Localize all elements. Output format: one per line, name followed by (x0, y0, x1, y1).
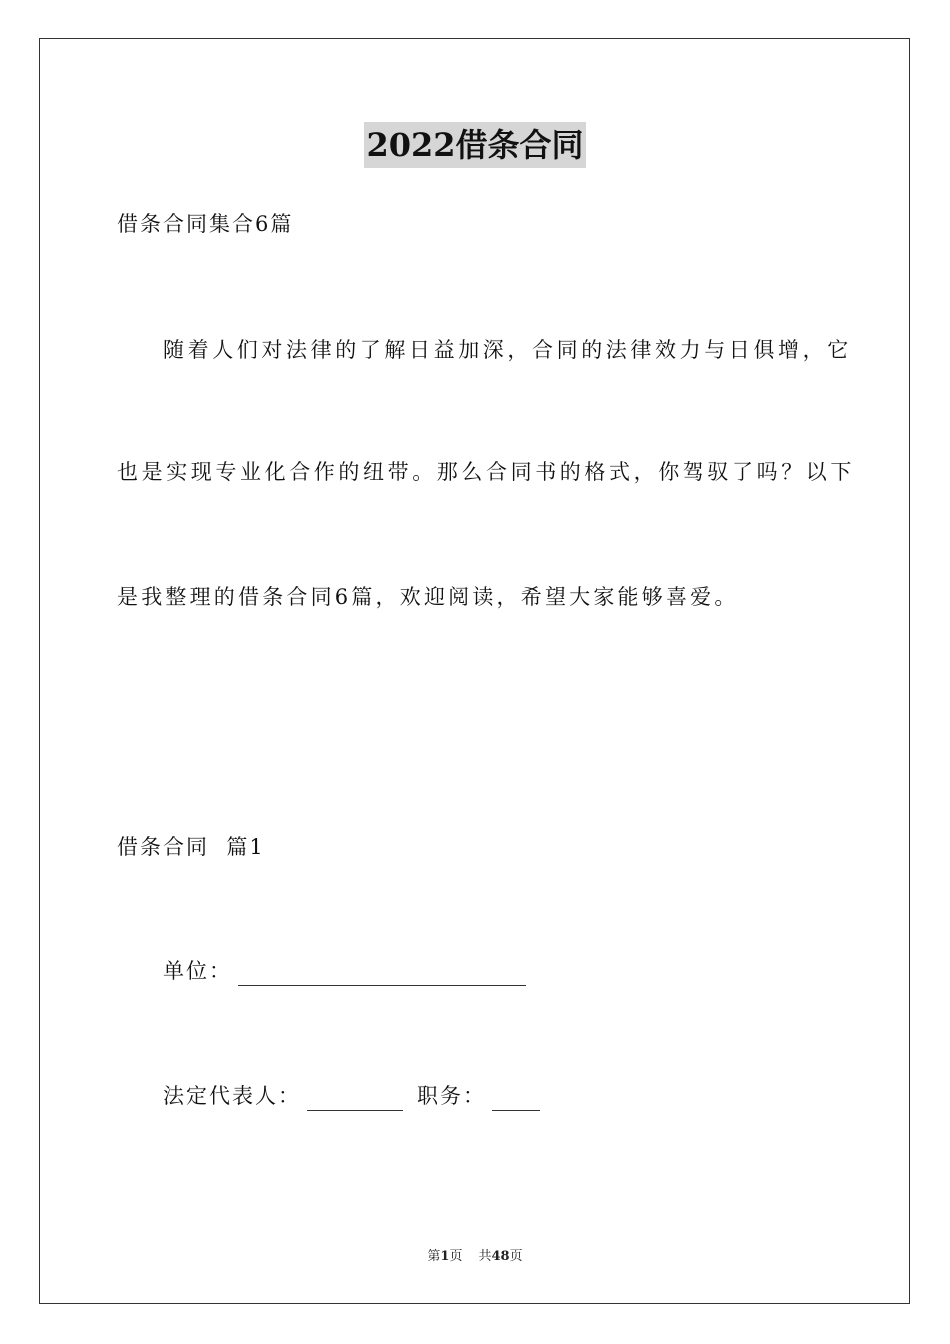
footer-page-suffix: 页 (449, 1249, 463, 1264)
document-subtitle: 借条合同集合6篇 (117, 212, 294, 236)
representative-field-row (163, 1081, 540, 1111)
title-container (0, 122, 950, 168)
unit-label: 单位： (163, 959, 232, 983)
page-footer (0, 1247, 950, 1267)
section-heading-text: 借条合同 篇1 (117, 835, 265, 859)
intro-paragraph-line-2: 也是实现专业化合作的纽带。那么合同书的格式，你驾驭了吗？以下 (117, 460, 855, 484)
footer-total-suffix: 页 (509, 1249, 523, 1264)
unit-blank-line (238, 961, 526, 986)
unit-field-row (163, 956, 526, 986)
document-title: 2022借条合同 (364, 122, 585, 168)
footer-page-number: 1 (440, 1249, 450, 1264)
intro-paragraph-line-1: 随着人们对法律的了解日益加深，合同的法律效力与日俱增，它 (163, 338, 852, 362)
position-label: 职务： (417, 1084, 486, 1108)
footer-page-prefix: 第 (427, 1249, 441, 1264)
intro-paragraph-line-3: 是我整理的借条合同6篇，欢迎阅读，希望大家能够喜爱。 (117, 585, 739, 609)
representative-blank-line (307, 1086, 403, 1111)
footer-total-pages: 48 (491, 1249, 510, 1264)
representative-label: 法定代表人： (163, 1084, 301, 1108)
footer-total-prefix: 共 (478, 1249, 492, 1264)
section-heading (117, 832, 265, 862)
position-blank-line (492, 1086, 540, 1111)
